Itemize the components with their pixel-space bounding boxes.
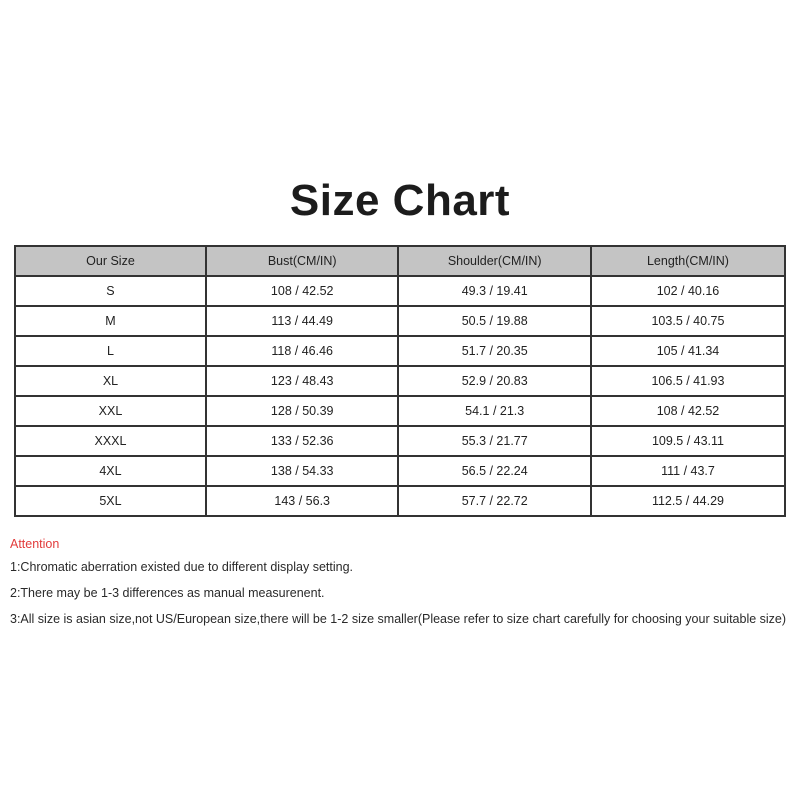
size-cell: XXL [15, 396, 206, 426]
attention-note-2: 2:There may be 1-3 differences as manual measurenent. [10, 586, 325, 600]
length-cell: 111 / 43.7 [591, 456, 785, 486]
bust-cell: 133 / 52.36 [206, 426, 399, 456]
shoulder-cell: 50.5 / 19.88 [398, 306, 591, 336]
size-cell: M [15, 306, 206, 336]
table-row [15, 276, 785, 306]
bust-cell: 113 / 44.49 [206, 306, 399, 336]
bust-cell: 123 / 48.43 [206, 366, 399, 396]
bust-cell: 138 / 54.33 [206, 456, 399, 486]
length-cell: 109.5 / 43.11 [591, 426, 785, 456]
bust-cell: 118 / 46.46 [206, 336, 399, 366]
size-cell: XXXL [15, 426, 206, 456]
header-cell-shoulder: Shoulder(CM/IN) [398, 246, 591, 276]
table-row [15, 426, 785, 456]
length-cell: 108 / 42.52 [591, 396, 785, 426]
attention-note-3: 3:All size is asian size,not US/European size,there will be 1-2 size smaller(Please refer to size chart carefully for choosing your suitable size) [10, 612, 787, 626]
size-cell: 4XL [15, 456, 206, 486]
attention-label: Attention [10, 537, 60, 551]
header-cell-length: Length(CM/IN) [591, 246, 785, 276]
shoulder-cell: 49.3 / 19.41 [398, 276, 591, 306]
length-cell: 106.5 / 41.93 [591, 366, 785, 396]
bust-cell: 143 / 56.3 [206, 486, 399, 516]
shoulder-cell: 54.1 / 21.3 [398, 396, 591, 426]
table-row [15, 366, 785, 396]
length-cell: 112.5 / 44.29 [591, 486, 785, 516]
length-cell: 103.5 / 40.75 [591, 306, 785, 336]
table-row [15, 306, 785, 336]
size-cell: XL [15, 366, 206, 396]
shoulder-cell: 52.9 / 20.83 [398, 366, 591, 396]
page-title: Size Chart [289, 176, 511, 225]
length-cell: 105 / 41.34 [591, 336, 785, 366]
shoulder-cell: 57.7 / 22.72 [398, 486, 591, 516]
shoulder-cell: 56.5 / 22.24 [398, 456, 591, 486]
attention-note-1: 1:Chromatic aberration existed due to different display setting. [10, 560, 354, 574]
table-row [15, 456, 785, 486]
bust-cell: 108 / 42.52 [206, 276, 399, 306]
size-table [14, 245, 786, 517]
size-cell: L [15, 336, 206, 366]
header-cell-bust: Bust(CM/IN) [206, 246, 399, 276]
shoulder-cell: 51.7 / 20.35 [398, 336, 591, 366]
attention-block [10, 537, 790, 636]
header-cell-our-size: Our Size [15, 246, 206, 276]
size-cell: S [15, 276, 206, 306]
table-row [15, 486, 785, 516]
table-header-row [15, 246, 785, 276]
size-cell: 5XL [15, 486, 206, 516]
shoulder-cell: 55.3 / 21.77 [398, 426, 591, 456]
length-cell: 102 / 40.16 [591, 276, 785, 306]
bust-cell: 128 / 50.39 [206, 396, 399, 426]
table-row [15, 396, 785, 426]
table-row [15, 336, 785, 366]
